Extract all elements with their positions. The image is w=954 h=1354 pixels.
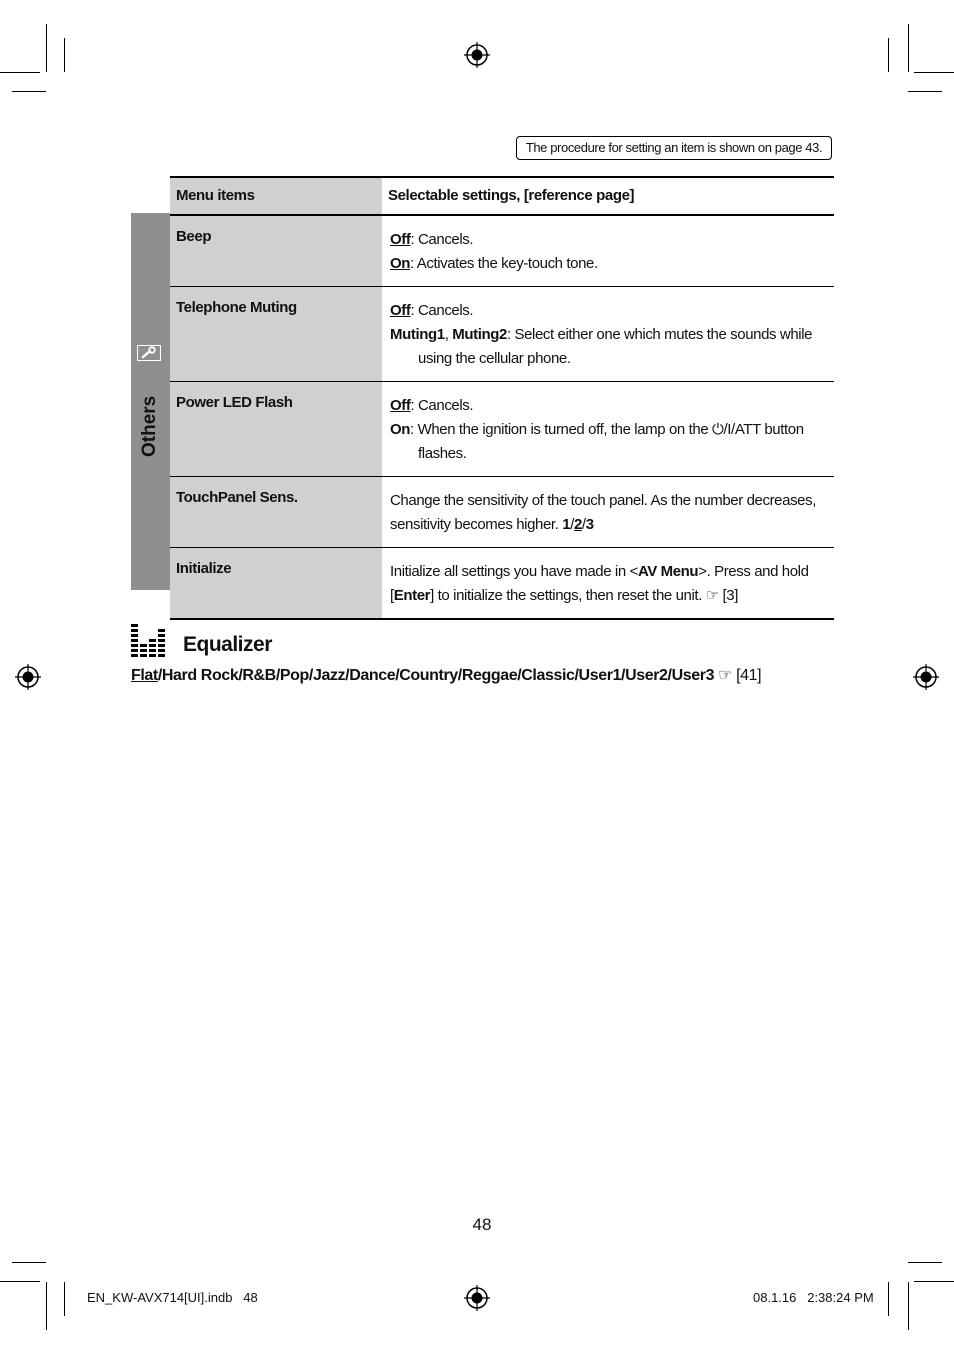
- setting-line: [390, 323, 822, 347]
- menu-item-touchpanel-sens: TouchPanel Sens.: [170, 477, 382, 548]
- settings-cell: [382, 215, 834, 287]
- enter-reference: Enter: [393, 587, 431, 604]
- option-description: : When the ignition is turned off, the lamp on the ⏻/I/ATT button: [410, 421, 804, 438]
- crop-mark: [64, 38, 65, 72]
- section-side-tab: [131, 213, 170, 590]
- option-description: sensitivity becomes higher.: [390, 516, 559, 533]
- setting-line: [390, 299, 822, 323]
- column-header-menu-items: Menu items: [170, 177, 382, 215]
- setting-line: [390, 394, 822, 418]
- setting-line: [390, 418, 822, 442]
- table-row: [170, 477, 834, 548]
- description-text: ] to initialize the settings, then reset the unit. ☞ [3]: [430, 587, 739, 604]
- equalizer-options: [131, 665, 761, 685]
- menu-item-power-led-flash: Power LED Flash: [170, 382, 382, 477]
- crop-mark: [46, 24, 47, 72]
- separator: ,: [444, 326, 453, 343]
- option-muting1: Muting1: [390, 326, 445, 343]
- settings-cell: [382, 548, 834, 620]
- crop-mark: [914, 72, 954, 73]
- footer-filename: EN_KW-AVX714[UI].indb 48: [87, 1290, 258, 1305]
- table-row: [170, 287, 834, 382]
- crop-mark: [888, 1282, 889, 1316]
- equalizer-default-option: Flat: [131, 667, 158, 684]
- settings-cell: [382, 287, 834, 382]
- option-description: : Cancels.: [410, 302, 474, 319]
- wrench-icon: [137, 345, 161, 361]
- setting-line: [390, 560, 822, 584]
- crop-mark: [908, 91, 942, 92]
- option-muting2: Muting2: [452, 326, 507, 343]
- footer-timestamp: 08.1.16 2:38:24 PM: [753, 1290, 874, 1305]
- settings-cell: [382, 382, 834, 477]
- table-row: [170, 215, 834, 287]
- table-row: [170, 548, 834, 620]
- option-description: : Activates the key-touch tone.: [410, 255, 598, 272]
- equalizer-title: Equalizer: [183, 633, 272, 656]
- column-header-settings: Selectable settings, [reference page]: [382, 177, 834, 215]
- table-header-row: [170, 177, 834, 215]
- crop-mark: [46, 1282, 47, 1330]
- option-description: : Cancels.: [410, 397, 474, 414]
- option-description: : Cancels.: [410, 231, 474, 248]
- crop-mark: [908, 1282, 909, 1330]
- table-row: [170, 382, 834, 477]
- setting-line: [390, 584, 822, 608]
- settings-table: [170, 176, 834, 620]
- registration-mark-icon: [464, 1285, 490, 1311]
- page-number: 48: [472, 1215, 492, 1234]
- equalizer-reference: ☞ [41]: [714, 667, 762, 684]
- menu-item-initialize: Initialize: [170, 548, 382, 620]
- registration-mark-icon: [464, 42, 490, 68]
- procedure-note: The procedure for setting an item is shown on page 43.: [516, 136, 832, 160]
- description-text: Initialize all settings you have made in <: [390, 563, 638, 580]
- crop-mark: [64, 1282, 65, 1316]
- equalizer-icon: [131, 624, 167, 658]
- option-on: On: [390, 255, 411, 272]
- setting-line: sensitivity becomes higher. 1/2/3: [390, 516, 594, 533]
- option-2: 2: [573, 516, 582, 533]
- menu-item-beep: Beep: [170, 215, 382, 287]
- crop-mark: [914, 1281, 954, 1282]
- equalizer-option-list: /Hard Rock/R&B/Pop/Jazz/Dance/Country/Reggae/Classic/User1/User2/User3: [157, 667, 715, 684]
- option-1: 1: [562, 516, 571, 533]
- setting-line: [390, 252, 822, 276]
- option-off: Off: [390, 397, 411, 414]
- description-text: >. Press and hold: [698, 563, 809, 580]
- crop-mark: [12, 1262, 46, 1263]
- registration-mark-icon: [913, 664, 939, 690]
- settings-cell: [382, 477, 834, 548]
- setting-line: Change the sensitivity of the touch panel. As the number decreases,: [390, 492, 816, 509]
- menu-item-telephone-muting: Telephone Muting: [170, 287, 382, 382]
- option-off: Off: [390, 302, 411, 319]
- section-label: Others: [139, 395, 160, 457]
- crop-mark: [908, 24, 909, 72]
- option-description: : Select either one which mutes the sounds while: [506, 326, 813, 343]
- registration-mark-icon: [15, 664, 41, 690]
- setting-line-continued: flashes.: [418, 445, 467, 462]
- crop-mark: [888, 38, 889, 72]
- crop-mark: [0, 1281, 40, 1282]
- crop-mark: [0, 72, 40, 73]
- setting-line: [390, 228, 822, 252]
- option-off: Off: [390, 231, 411, 248]
- crop-mark: [12, 91, 46, 92]
- setting-line-continued: using the cellular phone.: [418, 350, 571, 367]
- option-3: 3: [585, 516, 594, 533]
- crop-mark: [908, 1262, 942, 1263]
- av-menu-reference: AV Menu: [637, 563, 699, 580]
- option-on: On: [390, 421, 411, 438]
- description-text: [: [390, 587, 394, 604]
